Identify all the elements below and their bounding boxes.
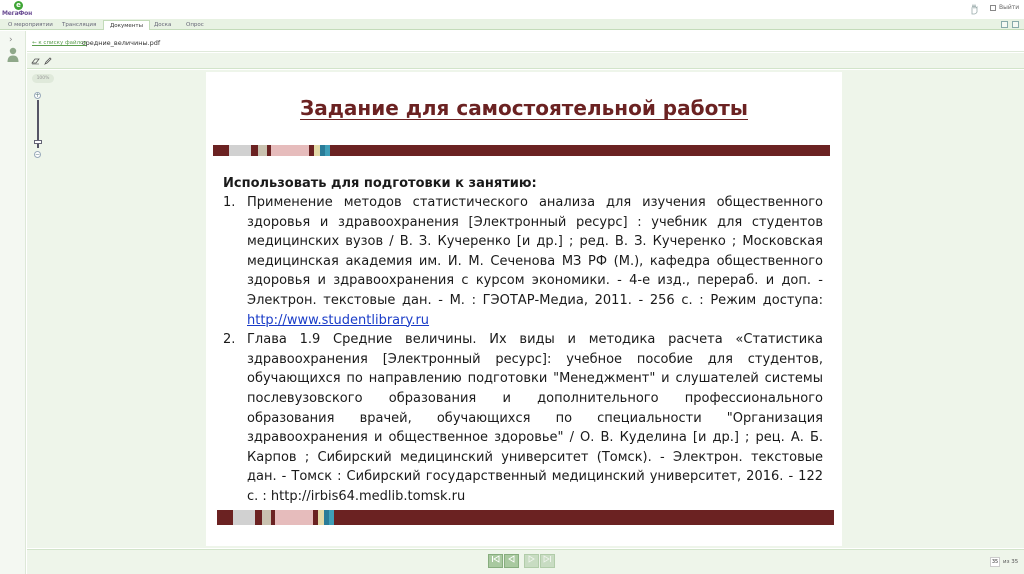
prev-page-icon bbox=[507, 555, 516, 563]
chevron-right-icon[interactable]: › bbox=[9, 35, 13, 45]
last-page-icon bbox=[543, 555, 552, 563]
zoom-slider-handle[interactable] bbox=[34, 140, 42, 144]
pencil-icon[interactable] bbox=[44, 57, 52, 65]
reference-number: 1. bbox=[223, 195, 236, 210]
tab-about[interactable]: О мероприятии bbox=[8, 22, 53, 28]
hand-icon[interactable] bbox=[969, 3, 979, 15]
page-navigation-bar bbox=[27, 549, 1024, 574]
tab-documents[interactable]: Документы bbox=[103, 20, 150, 30]
document-filename: средние_величины.pdf bbox=[82, 39, 161, 47]
tab-broadcast[interactable]: Трансляция bbox=[62, 22, 97, 28]
slide-title: Задание для самостоятельной работы bbox=[300, 96, 748, 120]
zoom-in-button[interactable]: + bbox=[35, 92, 41, 99]
maximize-icon[interactable] bbox=[1012, 21, 1019, 28]
logo-mark: e bbox=[14, 1, 23, 10]
tab-board[interactable]: Доска bbox=[154, 22, 172, 28]
slide-page bbox=[206, 72, 842, 546]
prev-page-button[interactable] bbox=[504, 554, 519, 568]
megafon-logo bbox=[2, 1, 38, 18]
zoom-level: 100% bbox=[32, 74, 54, 83]
exit-label: Выйти bbox=[999, 4, 1020, 11]
reference-text bbox=[247, 193, 823, 330]
reference-body: Применение методов статистического анализа для изучения общественного здоровья и здравоохранения [Электронный ресурс] : учебник для студентов медицинских вузов / В. З. Кучеренко [и др.] ; ред. В. З. Кучеренко ; Московская медицинская академия им. И. М. Сеченова МЗ РФ (М.), кафедра общественного здоровья и здравоохранения с курсом экономики. - 4-е изд., перераб. и доп. - Электрон. текстовые дан. - М. : ГЭОТАР-Медиа, 2011. - 256 с. : Режим доступа: bbox=[247, 195, 823, 308]
current-page-input[interactable]: 35 bbox=[991, 559, 999, 565]
eraser-icon[interactable] bbox=[31, 57, 40, 65]
exit-icon bbox=[990, 5, 996, 11]
viewer-toolbar bbox=[27, 53, 1024, 69]
next-page-icon bbox=[527, 555, 536, 563]
back-to-files-link[interactable]: ← к списку файлов bbox=[32, 40, 87, 46]
minimize-icon[interactable] bbox=[1001, 21, 1008, 28]
left-rail bbox=[0, 31, 26, 574]
studentlibrary-link[interactable]: http://www.studentlibrary.ru bbox=[247, 312, 430, 328]
logo-text: МегаФон bbox=[2, 10, 33, 17]
top-bar bbox=[0, 0, 1024, 19]
decorative-stripe-top bbox=[213, 145, 830, 156]
exit-button[interactable] bbox=[990, 4, 1019, 11]
zoom-out-button[interactable]: − bbox=[35, 151, 41, 158]
slide-content bbox=[223, 176, 823, 507]
last-page-button[interactable] bbox=[540, 554, 555, 568]
reference-text: Глава 1.9 Средние величины. Их виды и методика расчета «Статистика здравоохранения [Электронный ресурс]: учебное пособие для студентов, обучающихся по направлению подготовки "Менеджмент" и слушателей системы послевузовского образования и дополнительного профессионального образования врачей, обучающихся по специальности "Организация здравоохранения и общественное здоровье" / О. В. Куделина [и др.] ; рец. А. Б. Карпов ; Сибирский медицинский университет (Томск). - Электрон. текстовые дан. - Томск : Сибирский государственный медицинский университет, 2016. - 122 с. : http://irbis64.medlib.tomsk.ru bbox=[247, 332, 823, 504]
decorative-stripe-bottom bbox=[217, 510, 834, 525]
slide-lead: Использовать для подготовки к занятию: bbox=[223, 176, 537, 191]
reference-item bbox=[223, 193, 823, 330]
tab-poll[interactable]: Опрос bbox=[186, 22, 204, 28]
first-page-icon bbox=[491, 555, 500, 563]
tab-bar bbox=[0, 19, 1024, 30]
document-header bbox=[27, 34, 1024, 52]
total-pages: из 35 bbox=[1003, 559, 1019, 565]
next-page-button[interactable] bbox=[524, 554, 539, 568]
participants-icon[interactable] bbox=[7, 47, 19, 63]
reference-number: 2. bbox=[223, 332, 236, 348]
first-page-button[interactable] bbox=[488, 554, 503, 568]
reference-item bbox=[223, 330, 823, 506]
